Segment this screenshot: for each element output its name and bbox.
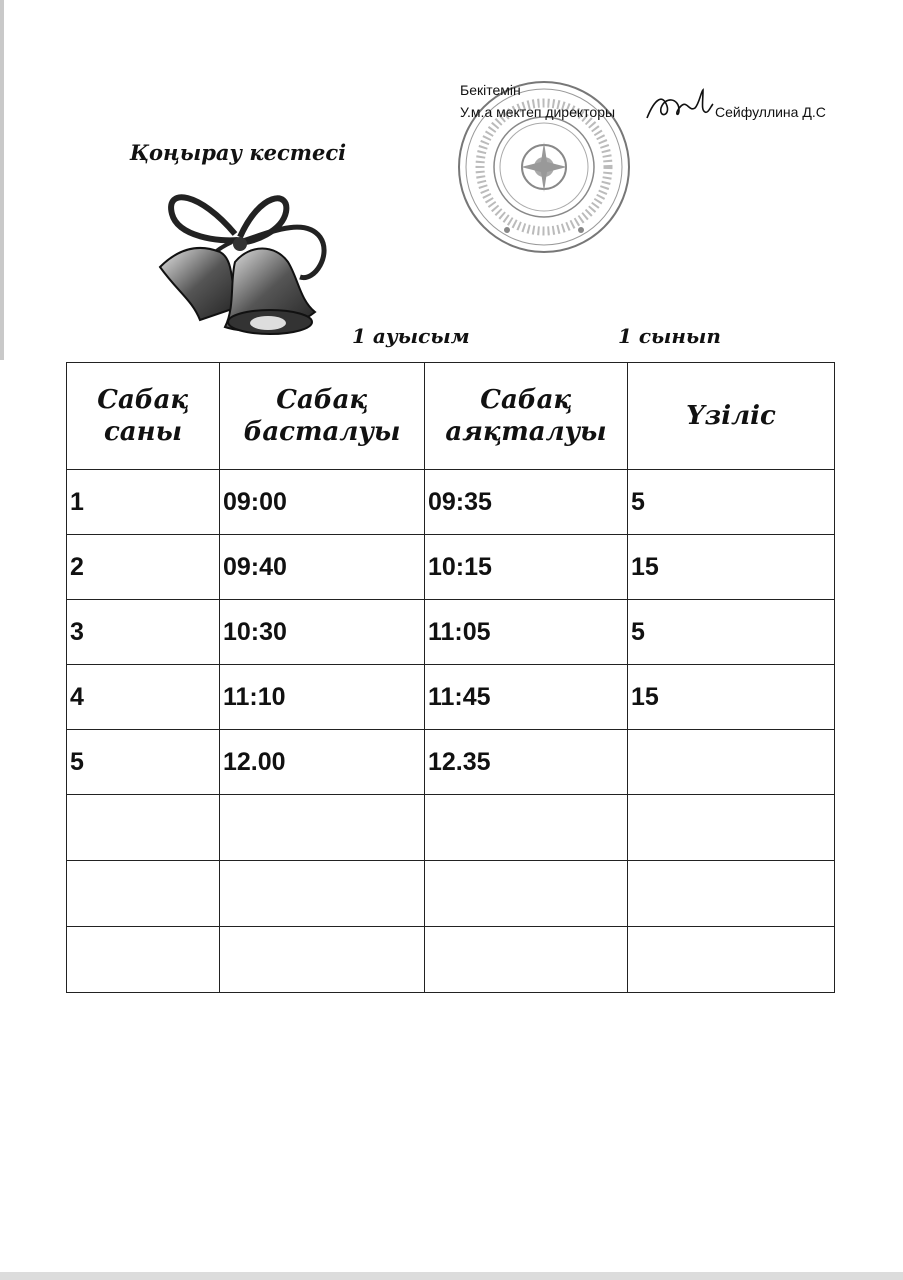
- lesson-number: 2: [67, 535, 220, 600]
- empty-cell: [67, 927, 220, 993]
- empty-cell: [67, 861, 220, 927]
- shift-label: 1 ауысым: [352, 324, 470, 348]
- director-signature: [645, 88, 715, 124]
- grade-label: 1 сынып: [618, 324, 721, 348]
- director-name: Сейфуллина Д.С: [715, 104, 826, 120]
- lesson-start: 09:00: [220, 470, 425, 535]
- lesson-number: 1: [67, 470, 220, 535]
- table-row: [67, 470, 835, 535]
- break-minutes: 5: [628, 470, 835, 535]
- table-row: [67, 665, 835, 730]
- lesson-end: 11:05: [425, 600, 628, 665]
- lesson-number: 3: [67, 600, 220, 665]
- lesson-end: 10:15: [425, 535, 628, 600]
- lesson-end: 11:45: [425, 665, 628, 730]
- empty-cell: [425, 861, 628, 927]
- lesson-number: 5: [67, 730, 220, 795]
- header-lesson-number: Сабақ саны: [67, 363, 220, 470]
- empty-cell: [220, 927, 425, 993]
- empty-cell: [425, 795, 628, 861]
- lesson-start: 09:40: [220, 535, 425, 600]
- empty-cell: [220, 795, 425, 861]
- lesson-start: 10:30: [220, 600, 425, 665]
- empty-cell: [628, 795, 835, 861]
- lesson-start: 12.00: [220, 730, 425, 795]
- break-minutes: [628, 730, 835, 795]
- empty-cell: [67, 795, 220, 861]
- table-header-row: [67, 363, 835, 470]
- empty-table-row: [67, 795, 835, 861]
- empty-cell: [425, 927, 628, 993]
- empty-table-row: [67, 861, 835, 927]
- table-row: [67, 535, 835, 600]
- lesson-number: 4: [67, 665, 220, 730]
- approve-label: Бекітемін: [460, 82, 521, 98]
- break-minutes: 15: [628, 535, 835, 600]
- lesson-end: 12.35: [425, 730, 628, 795]
- header-lesson-end: Сабақ аяқталуы: [425, 363, 628, 470]
- bells-icon: [140, 182, 340, 340]
- scan-bottom-edge: [0, 1272, 903, 1280]
- header-lesson-start: Сабақ басталуы: [220, 363, 425, 470]
- lesson-end: 09:35: [425, 470, 628, 535]
- lesson-start: 11:10: [220, 665, 425, 730]
- empty-cell: [628, 861, 835, 927]
- header-break: Үзіліс: [628, 363, 835, 470]
- approval-block: [457, 80, 897, 240]
- bell-schedule-table: [66, 362, 835, 993]
- document-title: Қоңырау кестесі: [130, 140, 347, 165]
- break-minutes: 5: [628, 600, 835, 665]
- director-position: У.м.а мектеп директоры: [460, 104, 616, 120]
- table-row: [67, 600, 835, 665]
- table-row: [67, 730, 835, 795]
- empty-cell: [220, 861, 425, 927]
- empty-table-row: [67, 927, 835, 993]
- break-minutes: 15: [628, 665, 835, 730]
- scan-left-edge: [0, 0, 4, 360]
- empty-cell: [628, 927, 835, 993]
